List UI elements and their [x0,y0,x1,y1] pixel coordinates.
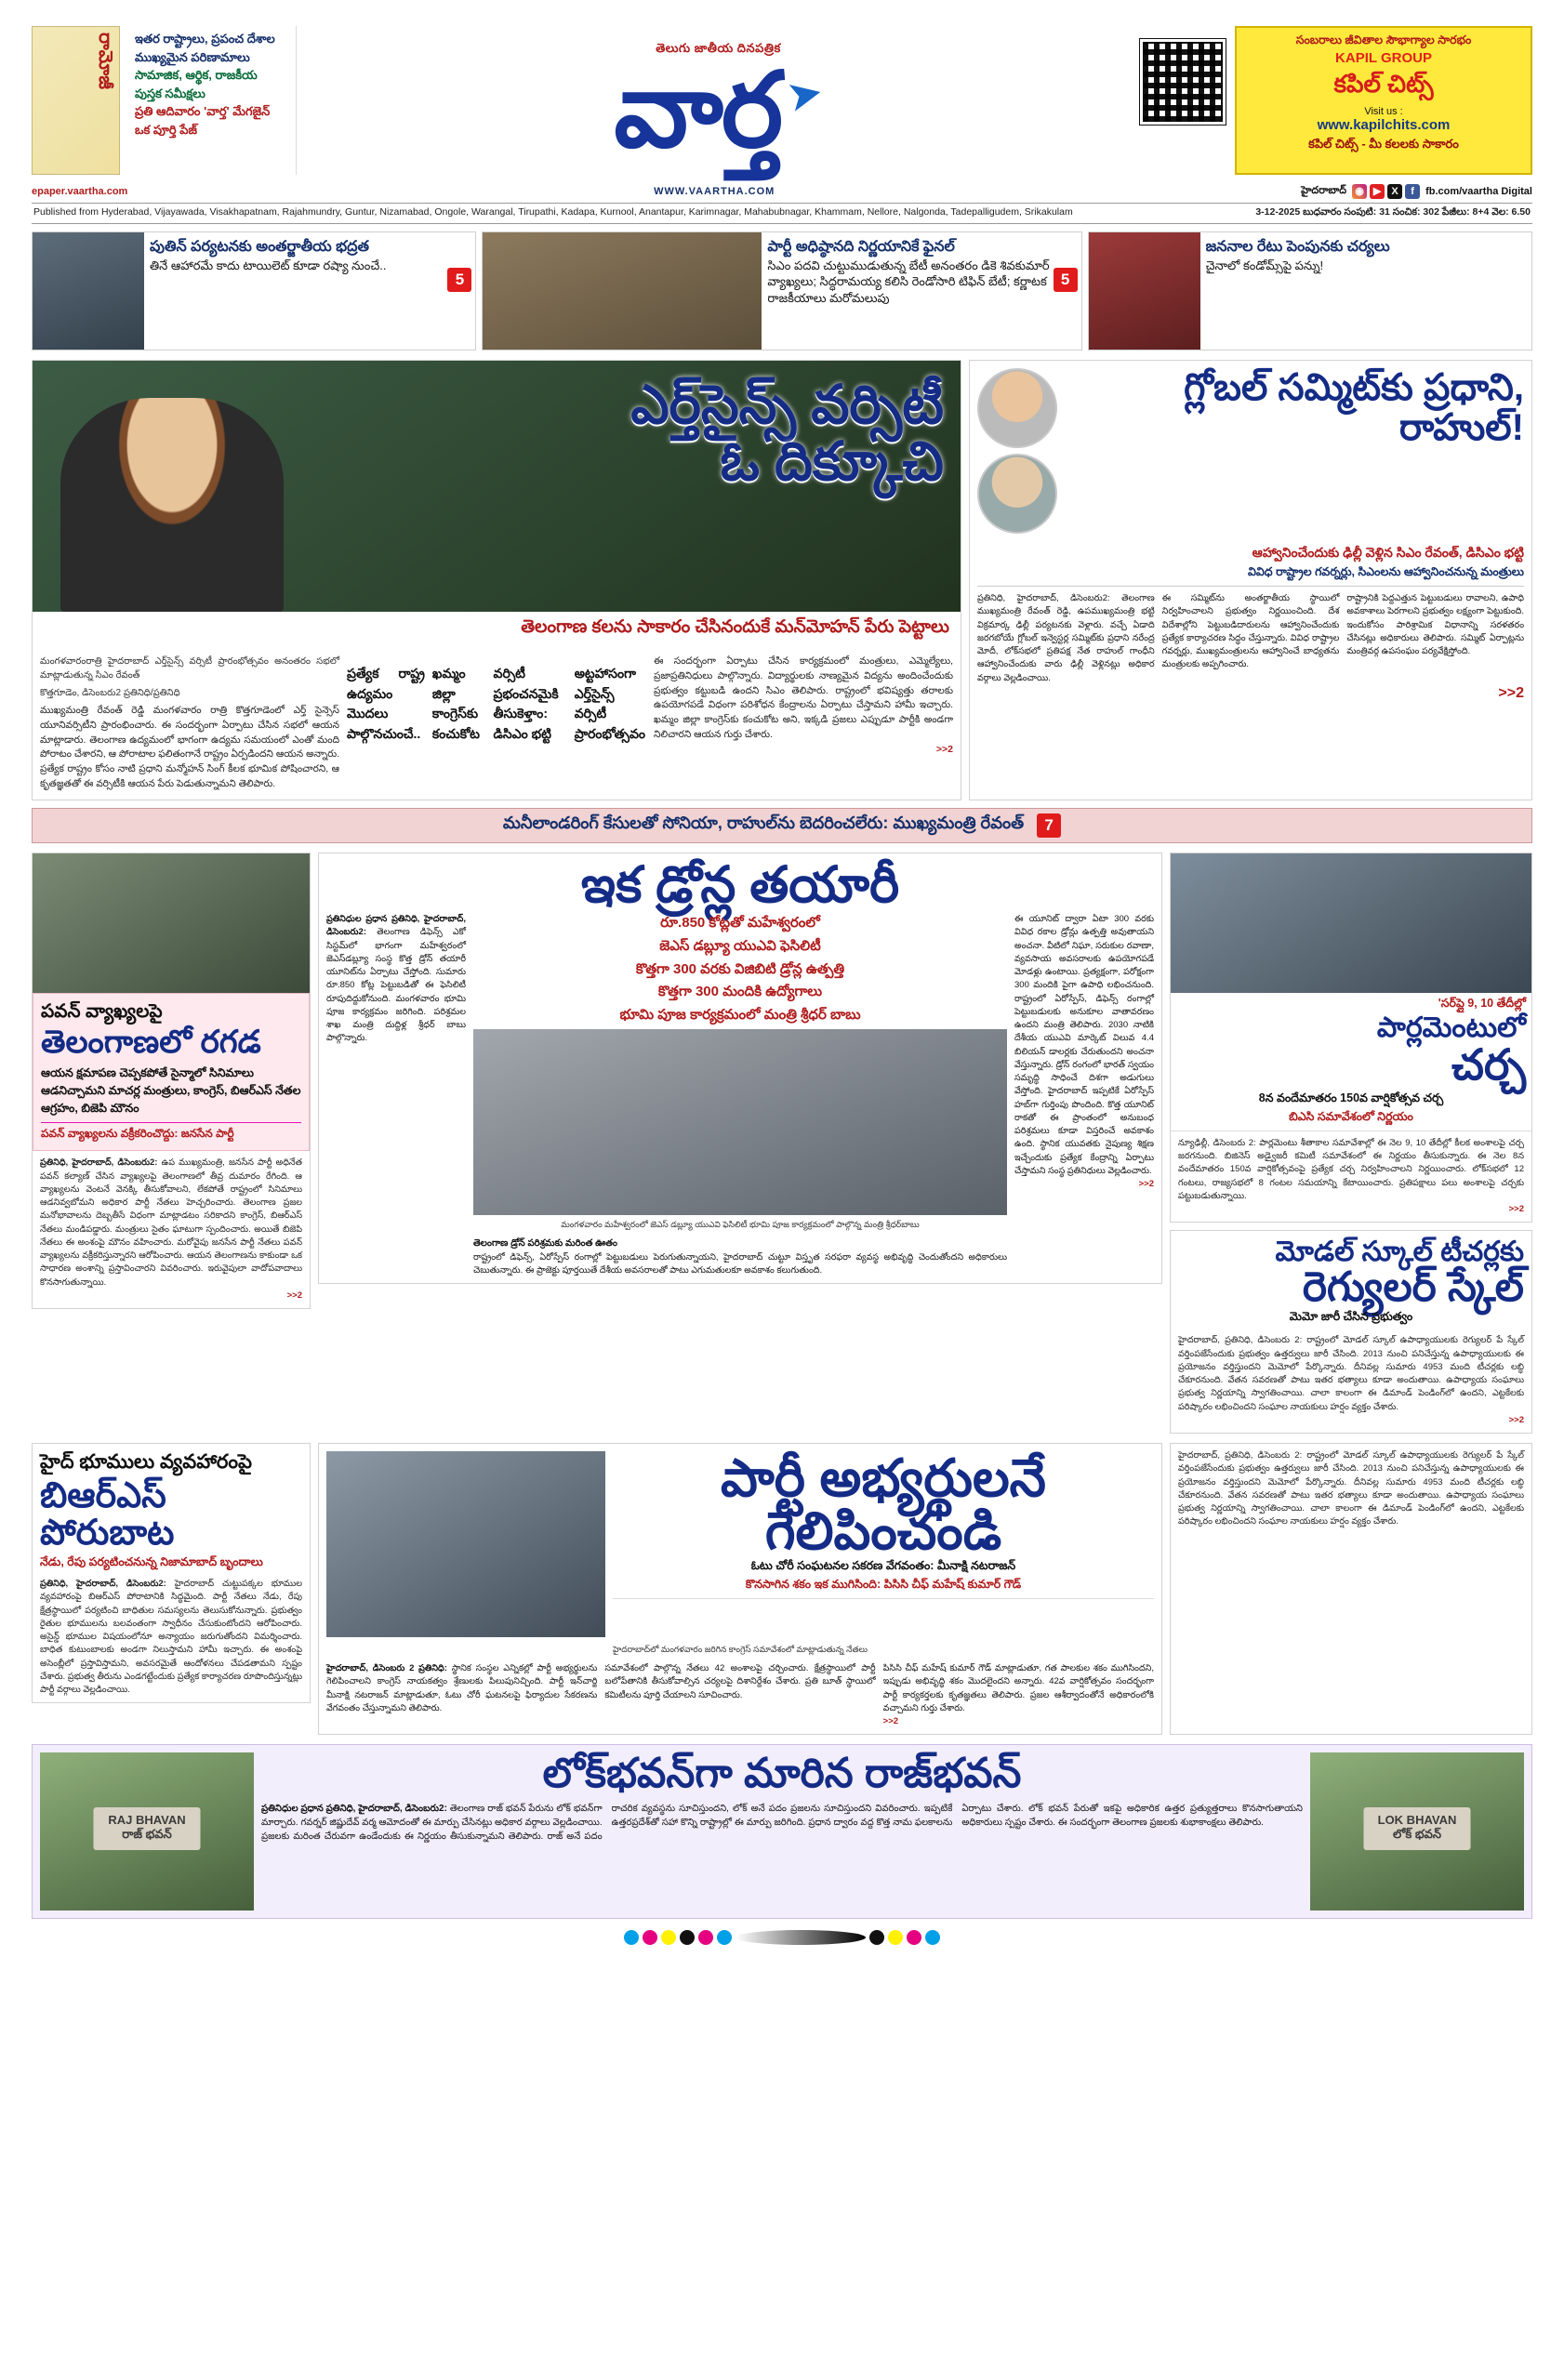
drone-bullet-5: భూమి పూజ కార్యక్రమంలో మంత్రి శ్రీధర్ బాబు [619,1007,861,1024]
parliament-body [1171,1131,1531,1223]
strap-text: మనీలాండరింగ్ కేసులతో సోనియా, రాహుల్‌ను బెదరించలేరు: ముఖ్యమంత్రి రేవంత్ [502,813,1025,832]
congress-body-2: సమావేశంలో పాల్గొన్న నేతలు 42 అంశాలపై చర్చించారు. క్షేత్రస్థాయిలో పార్టీ బలోపేతానికి తీసుకోవాల్సిన చర్యలపై దిశానిర్దేశం చేశారు. ప్రతి బూత్ స్థాయిలో కమిటీలను పూర్తి చేయాలని సూచించారు. [604,1663,876,1700]
reg-dot-magenta-3 [907,1930,921,1945]
rajbhavan-image-wrap [40,1752,254,1911]
drone-photo-caption: మంగళవారం మహేశ్వరంలో జెఎస్ డబ్ల్యూ యుఎవి ఫెసిలిటీ భూమి పూజ కార్యక్రమంలో పాల్గొన్న మంత్రి శ్రీధర్‌బాబు [561,1219,920,1229]
teaser-1-sub: తినే ఆహారమే కాదు టాయిలెట్ కూడా రష్యా నుంచే.. [150,258,387,272]
brs-story [32,1443,311,1703]
rajbhavan-text-block [261,1752,1303,1911]
teaser-strip [32,231,1532,350]
lower-section [32,1443,1532,1735]
secondary-lead-headline[interactable]: గ్లోబల్ సమ్మిట్‌కు ప్రధాని, రాహుల్! [1184,367,1524,449]
assembly-speaker-photo [1171,853,1531,993]
drone-body-3: డ్రోన్ రంగంలో భారత్ స్వయం సమృద్ధి సాధించే దిశగా అడుగులు వేస్తోంది. హైదరాబాద్ ఇప్పటికే ఏరోస్పేస్ హబ్‌గా గుర్తింపు పొందింది. కొత్త యూనిట్ రాకతో ఈ ప్రాంతంలో అనుబంధ పరిశ్రమలు కూడా విస్తరించే అవకాశం ఉంది. స్థానిక యువతకు నైపుణ్య శిక్షణ ఇచ్చేందుకు ప్రత్యేక కేంద్రాన్ని ఏర్పాటు చేస్తామని సంస్థ ప్రతినిధులు వెల్లడించారు. [1014,1059,1155,1176]
brs-body-text: హైదరాబాద్ చుట్టుపక్కల భూముల వ్యవహారంపై బిఆర్ఎస్ పోరాటానికి సిద్ధమైంది. పార్టీ నేతలు నేడు, రేపు క్షేత్రస్థాయిలో పర్యటించి బాధితుల సమస్యలను తెలుసుకోనున్నారు. ప్రభుత్వం రైతుల భూములను బలవంతంగా స్వాధీనం చేసుకుంటోందని ఆరోపించారు. అసైన్డ్ భూముల విషయంలోనూ అన్యాయం జరుగుతోందని విమర్శించారు. బాధిత కుటుంబాలకు అండగా నిలుస్తామని హామీ ఇచ్చారు. ఈ అంశంపై అసెంబ్లీలో ప్రస్తావిస్తామని, అవసరమైతే ఆందోళనలు చేపడతామని స్పష్టం చేశారు. ప్రభుత్వ తీరును ఎండగట్టేందుకు ప్రత్యేక కార్యాచరణ రూపొందిస్తున్నట్లు పార్టీ వర్గాలు వెల్లడించాయి. [40,1579,302,1696]
china-crowd-photo [1089,232,1200,350]
congress-sub-2: కొనసాగిన శకం ఇక ముగిసింది: పిసిసి చీఫ్ మహేష్ కుమార్ గౌడ్ [613,1578,1154,1599]
drone-bullet-4: కొత్తగా 300 మందికి ఉద్యోగాలు [657,984,823,1000]
strap-page[interactable]: 7 [1037,813,1061,838]
drone-credit: ప్రతినిధుల ప్రధాన ప్రతినిధి, హైదరాబాద్, డిసెంబరు2: [326,914,466,938]
youtube-icon[interactable]: ▶ [1370,184,1385,199]
parliament-headline-2[interactable]: చర్చ [1451,1039,1526,1089]
lead-continue-link[interactable]: >>2 [935,743,953,755]
congress-body-3-text: పిసిసి చీఫ్ మహేష్ కుమార్ గౌడ్ మాట్లాడుతూ, గత పాలకుల శకం ముగిసిందని, ఇప్పుడు అభివృద్ధి శకం మొదలైందని అన్నారు. 42వ వార్షికోత్సవం సందర్భంగా పార్టీ కార్యకర్తలకు కృతజ్ఞతలు తెలిపారు. ప్రజల ఆశీర్వాదంతోనే అధికారంలోకి వచ్చామని గుర్తు చేశారు. [882,1663,1154,1713]
drone-story [318,853,1162,1285]
rajbhavan-sign-text: RAJ BHAVAN రాజ్ భవన్ [94,1807,201,1850]
vertical-ad-strip [32,26,120,175]
newspaper-logo: వార్త [614,52,782,168]
drone-column-3 [1014,913,1154,1277]
drone-body-2: ఈ యూనిట్ ద్వారా ఏటా 300 వరకు వివిధ రకాల డ్రోన్లు ఉత్పత్తి అవుతాయని అంచనా. వీటిలో నిఘా, సరుకుల రవాణా, వ్యవసాయ అవసరాలకు ఉపయోగపడే మోడళ్లు ఉంటాయి. ప్రత్యక్షంగా, పరోక్షంగా 300 మందికి పైగా ఉపాధి లభించనుంది. రాష్ట్రంలో ఏరోస్పేస్, డిఫెన్స్ రంగాల్లో పెట్టుబడులకు అనుకూల వాతావరణం ఉందని మంత్రి తెలిపారు. 2030 నాటికి దేశీయ యుఎవి మార్కెట్ విలువ 4.4 బిలియన్ డాలర్లకు చేరుతుందని అంచనా వేస్తున్నారు. [1014,914,1154,1070]
school-headline-2[interactable]: రెగ్యులర్ స్కేల్ [1302,1264,1524,1311]
lower-left-column [32,1443,311,1735]
lokbhavan-sign-text: LOK BHAVAN లోక్ భవన్ [1364,1807,1471,1850]
brs-headline[interactable]: బిఆర్ఎస్ పోరుబాట [40,1476,175,1553]
ad-url[interactable]: www.kapilchits.com [1317,117,1451,133]
lower-right-body: హైదరాబాద్, ప్రతినిధి, డిసెంబరు 2: రాష్ట్రంలో మోడల్ స్కూల్ ఉపాధ్యాయులకు రెగ్యులర్ పే స్కేల్ వర్తింపజేసేందుకు ప్రభుత్వం ఉత్తర్వులు జారీ చేసింది. 2013 నుంచి పనిచేస్తున్న ఉపాధ్యాయులకు ఈ ప్రయోజనం వర్తిస్తుందని మెమోలో పేర్కొన్నారు. దీనివల్ల సుమారు 4953 మంది టీచర్లకు లబ్ధి చేకూరనుంది. వేతన సవరణతో పాటు ఇతర భత్యాలు కూడా అందుతాయి. ఉపాధ్యాయ సంఘాలు ప్రభుత్వ నిర్ణయాన్ని స్వాగతించాయి. చాలా కాలంగా ఈ డిమాండ్ పెండింగ్‌లో ఉందని, ఎట్టకేలకు పరిష్కారం లభించిందని సంఘాల నాయకులు హర్షం వ్యక్తం చేశారు. [1178,1450,1524,1527]
pawan-subhead: ఆయన క్షమాపణ చెప్పకపోతే సైన్మాలో సినిమాలు ఆడనిచ్చామని మాచర్ల మంత్రులు, కాంగ్రెస్, బిఆర్ఎస్ నేతల ఆగ్రహం, బిజెపి మౌనం [41,1066,301,1115]
lead-headline-line1[interactable]: ఎర్త్‌సైన్స్ వర్సిటీ [630,375,944,435]
reg-dot-cyan-2 [717,1930,732,1945]
teaser-3-text [1200,232,1531,350]
promo-line-2: ముఖ్యమైన పరిణామాలు [135,49,250,64]
reg-dot-cyan [624,1930,639,1945]
promo-line-3: సామాజిక, ఆర్థిక, రాజకీయ [135,68,258,82]
pawan-body-text: ఉప ముఖ్యమంత్రి, జనసేన పార్టీ అధినేత పవన్ కల్యాణ్ చేసిన వ్యాఖ్యలపై తెలంగాణలో తీవ్ర దుమారం రేగింది. ఆ వ్యాఖ్యలను వెంటనే వెనక్కి తీసుకోవాలని, లేకపోతే రాష్ట్రంలో సినిమాలు ఆడనివ్వబోమని అధికార పార్టీ నేతలు హెచ్చరించారు. తెలంగాణ ప్రజల మనోభావాలను దెబ్బతీసే విధంగా మాట్లాడటం సరికాదని కాంగ్రెస్, బిఆర్ఎస్ నేతలు మండిపడ్డారు. మంత్రులు సైతం ఘాటుగా స్పందించారు. అయితే బిజెపి నేతలు ఈ అంశంపై మౌనం వహించారు. మరోవైపు జనసేన పార్టీ నేతలు పవన్ వ్యాఖ్యలను వక్రీకరిస్తున్నారని ఆరోపించారు. ఆయన తెలంగాణను కాకుండా ఒక సాధారణ అంశాన్ని ప్రస్తావించారని వివరించారు. ఇరువైపులా వాదోపవాదాలు కొనసాగుతున్నాయి. [40,1157,302,1288]
color-registration-bar [32,1930,1532,1945]
brs-body [33,1572,310,1702]
reg-dot-black-2 [869,1930,884,1945]
lead-photo-caption: మంగళవారంరాత్రి హైదరాబాద్ ఎర్త్‌సైన్స్ వర్సిటీ ప్రారంభోత్సవం అనంతరం సభలో మాట్లాడుతున్న సిఎం రేవంత్ [40,656,339,681]
modi-portrait [977,368,1057,448]
parliament-story [1170,853,1532,1223]
speaker-figure [60,398,284,612]
promo-line-5: ప్రతి ఆదివారం 'వార్త' మేగజైన్ [135,104,271,118]
pawan-kalyan-photo [33,853,310,993]
drone-footer-body: రాష్ట్రంలో డిఫెన్స్, ఏరోస్పేస్ రంగాల్లో పెట్టుబడులు పెరుగుతున్నాయని, హైదరాబాద్ చుట్టూ విస్తృత సరఫరా వ్యవస్థ అభివృద్ధి చెందుతోందని అధికారులు చెబుతున్నారు. ఈ ప్రాజెక్టు పూర్తయితే దేశీయ అవసరాలతో పాటు ఎగుమతులకూ అవకాశం కలుగుతుంది. [473,1251,1007,1276]
teaser-1[interactable] [32,231,476,350]
ad-visit-label: Visit us : [1364,106,1403,117]
parliament-kicker: 'సర్‌ప్లై 9, 10 తేదీల్లో [1438,996,1526,1010]
school-body-text: హైదరాబాద్, ప్రతినిధి, డిసెంబరు 2: రాష్ట్రంలో మోడల్ స్కూల్ ఉపాధ్యాయులకు రెగ్యులర్ పే స్కేల్ వర్తింపజేసేందుకు ప్రభుత్వం ఉత్తర్వులు జారీ చేసింది. 2013 నుంచి పనిచేస్తున్న ఉపాధ్యాయులకు ఈ ప్రయోజనం వర్తిస్తుందని మెమోలో పేర్కొన్నారు. దీనివల్ల సుమారు 4953 మంది టీచర్లకు లబ్ధి చేకూరనుంది. వేతన సవరణతో పాటు ఇతర భత్యాలు కూడా అందుతాయి. ఉపాధ్యాయ సంఘాలు ప్రభుత్వ నిర్ణయాన్ని స్వాగతించాయి. చాలా కాలంగా ఈ డిమాండ్ పెండింగ్‌లో ఉందని, ఎట్టకేలకు పరిష్కారం లభించిందని సంఘాల నాయకులు హర్షం వ్యక్తం చేశారు. [1178,1335,1524,1412]
parliament-sub-1: 8న వందేమాతరం 150వ వార్షికోత్సవ చర్చ [1258,1091,1444,1104]
lower-center-column [318,1443,1162,1735]
kapil-group-logo: KAPIL GROUP [1335,50,1432,66]
rajbhavan-story [32,1744,1532,1919]
secondary-lead-top [977,368,1524,539]
secondary-body-2: ఈ సమ్మిట్‌ను అంతర్జాతీయ స్థాయిలో నిర్వహించాలని ప్రభుత్వం నిర్ణయించింది. దేశ విదేశాల్లోని పెట్టుబడిదారులను ఆహ్వానించేందుకు ప్రత్యేక కార్యాచరణ సిద్ధం చేస్తున్నారు. వివిధ రాష్ట్రాల గవర్నర్లు, ముఖ్యమంత్రులను ఆహ్వానించే బాధ్యతను మంత్రులకు అప్పగించారు. [1161,593,1340,670]
masthead-center [306,26,1131,168]
reg-dot-yellow [661,1930,676,1945]
drone-center [473,913,1007,1277]
parliament-headline-1[interactable]: పార్లమెంటులో [1376,1012,1526,1043]
bhoomi-pooja-photo [473,1029,1007,1215]
rajbhavan-body-text: తెలంగాణ రాజ్ భవన్ పేరును లోక్ భవన్‌గా మార్చారు. గవర్నర్ జిష్ణుదేవ్ వర్మ ఆమోదంతో ఈ మార్పు చేసినట్లు అధికార వర్గాలు వెల్లడించాయి. ప్రజలకు మరింత చేరువగా ఉండేందుకు ఈ నిర్ణయం తీసుకున్నామని తెలిపారు. రాజ్ అనే పదం రాచరిక వ్యవస్థను సూచిస్తుందని, లోక్ అనే పదం ప్రజలను సూచిస్తుందని వివరించారు. ఇప్పటికే ఉత్తరప్రదేశ్‌తో సహా కొన్ని రాష్ట్రాల్లో ఈ మార్పు జరిగింది. ప్రధాన ద్వారం వద్ద కొత్త నామ ఫలకాలను ఏర్పాటు చేశారు. లోక్ భవన్ పేరుతో ఇకపై అధికారిక ఉత్తర ప్రత్యుత్తరాలు కొనసాగుతాయని అధికారులు స్పష్టం చేశారు. ఈ సందర్భంగా తెలంగాణ ప్రజలకు శుభాకాంక్షలు తెలిపారు. [261,1803,1303,1842]
logo-row [306,52,1131,168]
pawan-continue-link[interactable]: >>2 [286,1289,302,1301]
teaser-2-page[interactable]: 5 [1054,268,1078,292]
pawan-tagline: పవన్ వ్యాఖ్యలను వక్రీకరించొద్దు: జనసేన పార్టీ [41,1122,301,1143]
pawan-kicker: పవన్ వ్యాఖ్యలపై [41,1000,163,1022]
congress-story [318,1443,1162,1735]
qr-code-icon[interactable] [1140,39,1226,125]
masthead-kicker: తెలుగు జాతీయ దినపత్రిక [656,41,781,55]
strap-headline[interactable] [32,808,1532,843]
parliament-continue-link[interactable]: >>2 [1508,1204,1524,1215]
facebook-icon[interactable]: f [1405,184,1420,199]
website-url[interactable]: WWW.VAARTHA.COM [654,186,775,197]
drone-columns [319,913,1161,1283]
lower-right-column [1170,1443,1532,1735]
teaser-2[interactable] [482,231,1081,350]
lead-body-1: ముఖ్యమంత్రి రేవంత్ రెడ్డి మంగళవారం రాత్రి కొత్తగూడెంలో ఎర్త్ సైన్సెస్ యూనివర్సిటీని ప్రారంభించారు. ఈ సందర్భంగా ఏర్పాటు చేసిన సభలో ఆయన మాట్లాడారు. తెలంగాణ ఉద్యమంలో భాగంగా ఉద్యమ సమయంలో ఎంతో మంది పోరాటం చేశారని, ఆ పోరాటాల ఫలితంగానే రాష్ట్రం ఏర్పడిందని ఆయన అన్నారు. ప్రత్యేక రాష్ట్రం కోసం నాటి ప్రధాని మన్మోహన్ సింగ్ కీలక భూమిక పోషించారని, ఆ కృతజ్ఞతతో ఈ వర్సిటీకి ఆయన పేరు పెడుతున్నామని తెలిపారు. [40,705,339,789]
social-icons[interactable] [1352,184,1420,199]
brs-sub: నేడు, రేపు పర్యటించనున్న నిజామాబాద్ బృందాలు [40,1555,263,1569]
secondary-lead-columns [977,592,1524,685]
secondary-lead-story [969,360,1532,800]
parliament-sub-2: బిఎసి సమావేశంలో నిర్ణయం [1171,1110,1531,1131]
reg-dot-magenta-2 [698,1930,713,1945]
city-label: హైదరాబాద్ [1301,184,1347,196]
lead-columns [33,647,961,800]
congress-continue-link[interactable]: >>2 [882,1716,899,1727]
teaser-2-headline[interactable]: పార్టీ అధిష్ఠానది నిర్ణయానికే ఫైనల్ [767,239,955,255]
kapil-chits-ad[interactable] [1235,26,1532,175]
rajbhavan-headline[interactable]: లోక్‌భవన్‌గా మారిన రాజ్‌భవన్ [542,1751,1022,1797]
drone-bullet-1: రూ.850 కోట్లతో మహేశ్వరంలో [660,915,820,932]
masthead [32,26,1532,182]
epaper-url[interactable]: epaper.vaartha.com [32,186,128,197]
rajbhavan-body [261,1802,1303,1844]
congress-body-3 [883,1662,1154,1728]
lead-section [32,360,1532,800]
lead-bullet-4: అట్టహాసంగా ఎర్త్‌సైన్స్ వర్సిటీ ప్రారంభోత్సవం [574,666,646,742]
teaser-1-text [144,232,475,350]
lead-bullets [347,664,646,792]
revanth-reddy-photo [33,361,961,612]
lead-body-2: ఈ సందర్భంగా ఏర్పాటు చేసిన కార్యక్రమంలో మంత్రులు, ఎమ్మెల్యేలు, ప్రజాప్రతినిధులు పాల్గొన్నారు. విద్యార్థులకు నాణ్యమైన విద్యను అందించేందుకు ప్రభుత్వం కట్టుబడి ఉందని సిఎం తెలిపారు. రాష్ట్రంలో భవిష్యత్తు తరాలకు ఉపయోగపడే విధంగా పరిశోధన కేంద్రాలను ఏర్పాటు చేస్తామని హామీ ఇచ్చారు. ఖమ్మం జిల్లా కాంగ్రెస్‌కు కంచుకోట అని, ఇక్కడి ప్రజలు ఎప్పుడూ పార్టీకి అండగా నిలిచారని ఆయన గుర్తు చేశారు. [654,655,953,740]
secondary-continue-link[interactable]: >>2 [1498,684,1524,701]
teaser-1-page[interactable]: 5 [447,268,471,292]
congress-headline[interactable]: పార్టీ అభ్యర్థులనే గెలిపించండి [721,1448,1046,1561]
mid-section [32,853,1532,1435]
pawan-credit: ప్రతినిధి, హైదరాబాద్, డిసెంబరు2: [40,1157,158,1169]
lead-bullet-3: వర్సిటీ ప్రభంచనమైకి తీసుకెళ్తాం: డిసిఎం భట్టి [493,666,559,742]
x-icon[interactable]: X [1387,184,1402,199]
promo-line-1: ఇతర రాష్ట్రాలు, ప్రపంచ దేశాల [135,32,275,46]
brs-kicker: హైద్ భూములు వ్యవహారంపై [40,1451,252,1474]
reg-dot-yellow-2 [888,1930,903,1945]
lead-bullet-1: ప్రత్యేక రాష్ట్ర ఉద్యమం మొదలు పాల్గొనచుంచే.. [347,666,425,742]
putin-photo [33,232,144,350]
school-headline-1[interactable]: మోడల్ స్కూల్ టీచర్లకు [1275,1236,1524,1268]
lead-headline-line2[interactable]: ఓ దిక్కూ‌చి [720,430,944,492]
pawan-body [33,1151,310,1308]
lead-subheadline: తెలంగాణ కలను సాకారం చేసినందుకే మన్‌మోహన్ పేరు పెట్టాలు [33,612,961,647]
ad-top-line: సంబరాలు జీవితాల సౌభాగ్యాల సారభం [1295,33,1472,46]
mid-center-column [318,853,1162,1435]
promo-column [129,26,297,175]
drone-bullet-3: కొత్తగా 300 వరకు విజిబిటి డ్రోన్ల ఉత్పత్తి [635,960,845,977]
congress-credit: హైదరాబాద్, డిసెంబరు 2 ప్రతినిధి: [326,1663,447,1674]
teaser-3-headline[interactable]: జననాల రేటు పెంపునకు చర్యలు [1205,239,1390,255]
bird-icon: ➤ [782,66,828,122]
karnataka-meeting-photo [483,232,762,350]
teaser-3[interactable] [1088,231,1532,350]
congress-body-1 [326,1662,597,1728]
url-row [32,182,1532,203]
teaser-1-headline[interactable]: పుతిన్ పర్యటనకు అంతర్జాతీయ భద్రత [150,239,369,255]
published-from: Published from Hyderabad, Vijayawada, Visakhapatnam, Rajahmundry, Guntur, Nizamabad, Ongole, Warangal, Tirupathi, Kadapa, Kurnool, Anantapur, Karimnagar, Mahabubnagar, Khammam, Nellore, Nalgonda, Tadepalligudem, Srikakulam [33,206,1073,218]
mid-right-column [1170,853,1532,1435]
lokbhavan-image-wrap [1310,1752,1524,1911]
model-school-story [1170,1230,1532,1434]
lead-bullet-2: ఖమ్మం జిల్లా కాంగ్రెస్‌కు కంచుకోట [431,666,480,742]
social-handle[interactable]: fb.com/vaartha Digital [1425,186,1532,197]
instagram-icon[interactable]: ◉ [1352,184,1367,199]
vertical-ad-text: రా‌మో‌జీ [95,33,115,89]
secondary-lead-kicker-2: వివిధ రాష్ట్రాల గవర్నర్లు, సిఎంలను ఆహ్వానించనున్న మంత్రులు [977,565,1524,587]
reg-gray-ramp [736,1930,866,1945]
rahul-portrait [977,454,1057,534]
drone-body-1: తెలంగాణ డిఫెన్స్ ఎకో సిస్టమ్‌లో భాగంగా మహేశ్వరంలో జెఎస్‌డబ్ల్యూ సంస్థ కొత్త డ్రోన్ తయారీ యూనిట్‌ను ఏర్పాటు చేస్తోంది. సుమారు రూ.850 కోట్ల పెట్టుబడితో ఈ ఫెసిలిటీ రూపుదిద్దుకోనుంది. మంగళవారం భూమి పూజ కార్యక్రమం జరిగింది. పరిశ్రమల శాఖ మంత్రి దుద్దిళ్ల శ్రీధర్ బాబు పాల్గొన్నారు. [326,927,466,1044]
portrait-stack [977,368,1063,539]
publication-line [32,203,1532,224]
secondary-lead-kicker-1: ఆహ్వానించేందుకు ఢిల్లీ వెళ్లిన సిఎం రేవంత్, డిసిఎం భట్టి [1252,545,1524,560]
reg-dot-magenta [643,1930,657,1945]
drone-continue-link[interactable]: >>2 [1138,1179,1154,1190]
pawan-story [32,853,311,1310]
drone-headline[interactable]: ఇక డ్రోన్ల తయారీ [580,856,900,913]
ad-footer: కపిల్ చిట్స్ - మీ కలలకు సాకారం [1308,137,1459,151]
congress-leaders-photo [326,1451,605,1637]
secondary-body-3: రాష్ట్రానికి పెద్దఎత్తున పెట్టుబడులు రావాలని, ఉపాధి అవకాశాలు పెరగాలని ప్రభుత్వం లక్ష్యంగా పెట్టుకుంది. ఇందుకోసం పారిశ్రామిక విధానాన్ని సరళతరం చేసినట్లు అధికారులు తెలిపారు. సమ్మిట్ ఏర్పాట్లను మంత్రివర్గ ఉపసంఘం పర్యవేక్షిస్తోంది. [1346,593,1525,656]
issue-date: 3-12-2025 బుధవారం సంపుటి: 31 సంచిక: 302 పేజీలు: 8+4 వెల: 6.50 [1255,206,1531,218]
teaser-2-text [762,232,1080,350]
drone-column-1 [326,913,466,1277]
lead-headline-block [630,377,944,491]
qr-code-wrap[interactable] [1140,39,1226,125]
mid-left-column [32,853,311,1435]
congress-sub-1: ఓటు చోరీ సంఘటనల సకరణ వేగవంతం: మీనాక్షి నటరాజన్ [750,1559,1016,1573]
lead-story [32,360,961,800]
brs-credit: ప్రతినిధి, హైదరాబాద్, డిసెంబరు2: [40,1579,166,1590]
lead-credit: కొత్తగూడెం, డిసెంబరు2 ప్రతినిధి/ప్రతినిధి [40,688,180,698]
pawan-story-head [33,993,310,1152]
school-sub: మెమో జారీ చేసిన ప్రభుత్వం [1289,1310,1413,1324]
pawan-headline[interactable]: తెలంగాణలో రగడ [41,1024,261,1060]
school-body [1171,1329,1531,1433]
rajbhavan-credit: ప్రతినిధుల ప్రధాన ప్రతినిధి, హైదరాబాద్, డిసెంబరు2: [261,1803,447,1814]
reg-dot-cyan-3 [925,1930,940,1945]
school-continue-link[interactable]: >>2 [1508,1414,1524,1425]
promo-line-6: ఒక పూర్తి పేజ్ [135,122,197,137]
reg-dot-black [680,1930,695,1945]
lead-column-3 [654,654,953,792]
teaser-3-sub: చైనాలో కండోమ్స్‌పై పన్ను! [1205,258,1324,272]
secondary-body-1: ప్రతినిధి, హైదరాబాద్, డిసెంబరు2: తెలంగాణ ముఖ్యమంత్రి రేవంత్ రెడ్డి, ఉపముఖ్యమంత్రి భట్టి విక్రమార్క ఢిల్లీ పర్యటనకు వెళ్లారు. వచ్చే ఏడాది జరగబోయే గ్లోబల్ ఇన్వెస్టర్ల సమ్మిట్‌కు ప్రధాని నరేంద్ర మోదీ, లోక్‌సభలో ప్రతిపక్ష నేత రాహుల్ గాంధీని ఆహ్వానించేందుకు వారు ఢిల్లీ వెళ్లినట్లు అధికార వర్గాలు వెల్లడించాయి. [977,593,1155,683]
promo-line-4: పుస్తక సమీక్షలు [135,86,205,100]
teaser-2-sub: సిఎం పదవి చుట్టుముడుతున్న బేటీ అనంతరం డికె శివకుమార్ వ్యాఖ్యలు; సిద్ధరామయ్య కలిసి రెండోసారి టిఫిన్ బేటీ; కర్ణాటక రాజకీయాలు మరోమలుపు [767,258,1050,305]
parliament-body-text: న్యూఢిల్లీ, డిసెంబరు 2: పార్లమెంటు శీతాకాల సమావేశాల్లో ఈ నెల 9, 10 తేదీల్లో కీలక అంశాలపై చర్చ జరగనుంది. బిజినెస్ అడ్వైజరీ కమిటీ సమావేశంలో ఈ నిర్ణయం తీసుకున్నారు. ఈ నెల 8న వందేమాతరం 150వ వార్షికోత్సవంపై ప్రత్యేక చర్చ నిర్వహించాలని నిర్ణయించారు. లోక్‌సభలో 12 గంటలు, రాజ్యసభలో 8 గంటల సమయాన్ని కేటాయించారు. ప్రతిపక్షాలు పలు అంశాలపై చర్చకు పట్టుబడుతున్నాయి. [1178,1137,1524,1201]
ad-brand: కపిల్ చిట్స్ [1333,70,1434,98]
social-row[interactable] [1301,184,1532,199]
drone-bullets [473,913,1007,1025]
lower-right-filler [1170,1443,1532,1735]
drone-footer-head: తెలంగాణ డ్రోన్ పరిశ్రమకు మరింత ఊతం [473,1238,617,1250]
congress-body-1-text: స్థానిక సంస్థల ఎన్నికల్లో పార్టీ అభ్యర్థులను గెలిపించాలని కాంగ్రెస్ నాయకత్వం శ్రేణులకు పిలుపునిచ్చింది. పార్టీ ఇన్‌చార్జి మీనాక్షి నటరాజన్ మాట్లాడుతూ, ఓటు చోరీ ఘటనలపై ఫిర్యాదుల సేకరణను వేగవంతం చేస్తున్నామని తెలిపారు. [326,1663,598,1713]
lead-column-1 [40,654,339,792]
drone-bullet-2: జెఎస్ డబ్ల్యూ యుఎవి ఫెసిలిటీ [659,937,821,954]
congress-photo-caption: హైదరాబాద్‌లో మంగళవారం జరిగిన కాంగ్రెస్ సమావేశంలో మాట్లాడుతున్న నేతలు [613,1645,868,1655]
